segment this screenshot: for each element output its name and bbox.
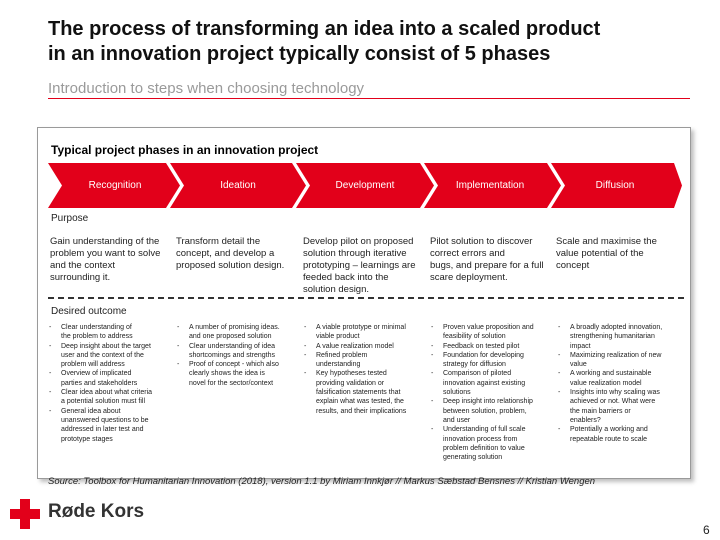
list-item: - Clear idea about what criteria a potential solution must fill (49, 388, 174, 407)
red-cross-logo-icon (10, 499, 40, 529)
subtitle-divider (48, 98, 690, 99)
desired-outcome-label: Desired outcome (51, 306, 127, 317)
page-title (48, 17, 688, 67)
purpose-line: scare deployment. (430, 272, 508, 283)
page-subtitle: Introduction to steps when choosing technology (48, 80, 365, 97)
phase-label-implementation: Implementation (455, 180, 525, 191)
list-item: - Proof of concept - which also clearly shows the idea is novel for the sector/context (177, 360, 302, 388)
phase-label-recognition: Recognition (88, 180, 142, 191)
purpose-line: Develop pilot on proposed (303, 236, 414, 247)
list-item: - A broadly adopted innovation, strengthening humanitarian impact (558, 323, 683, 351)
logo-wordmark: Røde Kors (48, 501, 145, 522)
list-item: - A value realization model (304, 342, 429, 351)
list-item: - Feedback on tested pilot (431, 342, 556, 351)
purpose-implementation (430, 236, 544, 284)
purpose-line: surrounding it. (50, 272, 111, 283)
phase-label-development: Development (335, 180, 395, 191)
list-item: - A working and sustainable value realization model (558, 369, 683, 388)
purpose-label: Purpose (51, 213, 89, 224)
list-item: - Insights into why scaling was achieved or not. What were the main barriers or enablers? (558, 388, 683, 425)
purpose-line: Transform detail the (176, 236, 261, 247)
purpose-line: correct errors and (430, 248, 505, 259)
purpose-line: value potential of the (556, 248, 644, 259)
section-divider (48, 297, 684, 299)
purpose-line: and the context (50, 260, 115, 271)
list-item: - Comparison of piloted innovation against existing solutions (431, 369, 556, 397)
outcome-list-implementation (431, 323, 556, 462)
list-item: - Deep insight about the target user and the context of the problem will address (49, 342, 174, 370)
list-item: - Deep insight into relationship between solution, problem, and user (431, 397, 556, 425)
page-title-line-1: The process of transforming an idea into a scaled product (48, 18, 601, 40)
list-item: - Maximizing realization of new value (558, 351, 683, 370)
list-item: - Proven value proposition and feasibility of solution (431, 323, 556, 342)
purpose-line: prototyping – learnings are (303, 260, 416, 271)
list-item: - Refined problem understanding (304, 351, 429, 370)
outcome-list-ideation (177, 323, 302, 388)
purpose-line: concept (556, 260, 590, 271)
outcome-list-development (304, 323, 429, 416)
frame-title: Typical project phases in an innovation project (51, 143, 319, 157)
purpose-diffusion (556, 236, 657, 272)
purpose-development (303, 236, 416, 296)
list-item: - Potentially a working and repeatable route to scale (558, 425, 683, 444)
outcome-list-diffusion (558, 323, 683, 444)
purpose-ideation (176, 236, 284, 272)
list-item: - A viable prototype or minimal viable product (304, 323, 429, 342)
purpose-line: solution design. (303, 284, 370, 295)
page-title-line-2: in an innovation project typically consist of 5 phases (48, 43, 551, 65)
purpose-line: solution through iterative (303, 248, 407, 259)
list-item: - A number of promising ideas. and one proposed solution (177, 323, 302, 342)
list-item: - General idea about unanswered questions to be addressed in later test and prototype stages (49, 407, 174, 444)
list-item: - Clear understanding of the problem to address (49, 323, 174, 342)
purpose-line: concept, and develop a (176, 248, 275, 259)
purpose-line: feeded back into the (303, 272, 389, 283)
purpose-line: Pilot solution to discover (430, 236, 533, 247)
purpose-line: problem you want to solve (50, 248, 161, 259)
list-item: - Key hypotheses tested providing validation or falsification statements that explain what was tested, the results, and their implications (304, 369, 429, 415)
list-item: - Clear understanding of idea shortcomings and strengths (177, 342, 302, 361)
purpose-line: Scale and maximise the (556, 236, 657, 247)
page-number: 6 (703, 523, 710, 537)
phase-label-ideation: Ideation (220, 180, 256, 191)
list-item: - Foundation for developing strategy for diffusion (431, 351, 556, 370)
list-item: - Understanding of full scale innovation process from problem definition to value generating solution (431, 425, 556, 462)
phase-label-diffusion: Diffusion (595, 180, 635, 191)
purpose-recognition (50, 236, 160, 284)
list-item: - Overview of implicated parties and stakeholders (49, 369, 174, 388)
purpose-line: Gain understanding of the (50, 236, 160, 247)
outcome-list-recognition (49, 323, 174, 444)
purpose-line: bugs, and prepare for a full (430, 260, 544, 271)
source-citation: Source: Toolbox for Humanitarian Innovation (2018), version 1.1 by Miriam Innkjør // Markus Sæbstad Bensnes // Kristian Wengen (48, 476, 596, 487)
purpose-line: proposed solution design. (176, 260, 285, 271)
